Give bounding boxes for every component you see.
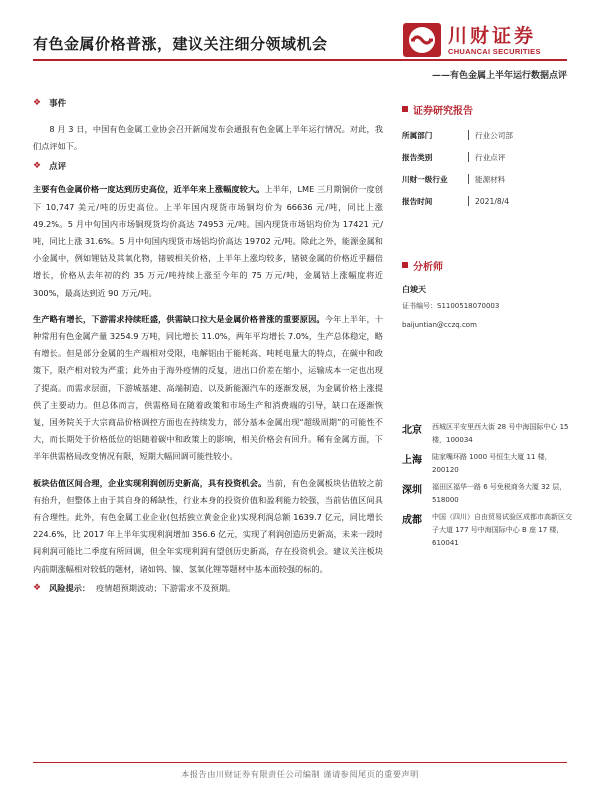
header-divider	[33, 59, 567, 61]
info-row-industry	[402, 168, 572, 190]
address-city: 深圳	[402, 485, 422, 496]
footer-divider	[33, 762, 567, 763]
risk-label: 风险提示：	[49, 582, 91, 593]
analyst-cert: 证书编号：S1100518070003	[402, 302, 500, 310]
event-text: 8 月 3 日，中国有色金属工业协会召开新闻发布会通报有色金属上半年运行情况。对此，我们点评如下。	[33, 124, 383, 152]
report-info-table	[402, 124, 572, 212]
company-logo	[402, 22, 541, 58]
comment-paragraph-1	[33, 181, 383, 301]
diamond-bullet-icon: ❖	[33, 98, 42, 108]
chuancai-logo-icon	[402, 22, 442, 58]
info-row-department	[402, 124, 572, 146]
address-text: 西城区平安里西大街 28 号中海国际中心 15 楼，100034	[432, 423, 569, 444]
diamond-bullet-icon: ❖	[33, 161, 42, 172]
comment-paragraph-2	[33, 311, 383, 466]
main-content	[33, 95, 383, 594]
paragraph-1-body: 上半年，LME 三月期铜价一度创下 10,747 美元/吨的历史高位。上半年国内现货市场铜均价为 66636 元/吨，同比上涨 49.2%。5 月中旬国内市场铜现货均价高达 74953 元/吨。国内现货市场铝均价为 17421 元/吨，同比上涨 31.6%。5 月中旬国内现货市场铝均价高达 19702 元/吨。除此之外，能源金属和小金属中，例如锂钴及其氧化物，锗铍相关价格，上半年上涨均较多，锗铍金属的价格近乎翻倍增长，价格从去年初的约 35 万元/吨持续上涨至今年的 75 万元/吨，金属钴上涨幅度将近 300%，最高达到近 90 万元/吨。	[33, 184, 383, 298]
analyst-heading-label: 分析师	[413, 261, 443, 273]
info-value: 行业点评	[475, 152, 506, 162]
address-shenzhen	[402, 481, 572, 507]
address-city: 北京	[402, 425, 422, 436]
info-row-category	[402, 146, 572, 168]
info-row-date	[402, 190, 572, 212]
info-value: 2021/8/4	[475, 196, 510, 206]
info-key: 报告时间	[402, 196, 433, 206]
info-key: 报告类别	[402, 152, 433, 162]
comment-paragraph-3	[33, 475, 383, 578]
event-heading-label: 事件	[49, 99, 67, 109]
footer-disclaimer: 本报告由川财证券有限责任公司编制 谨请参阅尾页的重要声明	[181, 769, 419, 779]
paragraph-1-lead: 主要有色金属价格一度达到历史高位，近半年来上涨幅度较大。	[33, 184, 265, 195]
info-key: 所属部门	[402, 130, 433, 140]
address-text: 陆家嘴环路 1000 号恒生大厦 11 楼，200120	[432, 453, 552, 474]
diamond-bullet-icon: ❖	[33, 583, 42, 594]
report-info-heading-label: 证券研究报告	[413, 105, 473, 117]
info-separator	[468, 130, 469, 140]
square-bullet-icon	[402, 106, 408, 112]
paragraph-3-lead: 板块估值区间合理，企业实现利润创历史新高，具有投资机会。	[33, 477, 267, 488]
comment-heading-label: 点评	[49, 162, 67, 173]
risk-warning	[33, 583, 383, 594]
analyst-name: 白竣天	[402, 285, 426, 294]
address-text: 福田区福华一路 6 号免税商务大厦 32 层，518000	[432, 483, 567, 504]
address-text: 中国（四川）自由贸易试验区成都市高新区交子大道 177 号中海国际中心 B 座 17 楼，610041	[432, 513, 572, 547]
office-addresses	[402, 421, 572, 550]
logo-english-name: CHUANCAI SECURITIES	[448, 46, 541, 56]
risk-text: 疫情超预期波动；下游需求不及预期。	[96, 582, 236, 593]
address-shanghai	[402, 451, 572, 477]
comment-heading	[33, 158, 383, 174]
event-heading	[33, 95, 383, 111]
info-separator	[468, 152, 469, 162]
info-value: 行业公司部	[475, 130, 513, 140]
sidebar	[402, 100, 572, 554]
address-beijing	[402, 421, 572, 447]
square-bullet-icon	[402, 262, 408, 268]
analyst-email[interactable]: baijuntian@cczq.com	[402, 321, 477, 329]
address-city: 上海	[402, 455, 422, 466]
report-title: 有色金属价格普涨，建议关注细分领域机会	[33, 35, 328, 53]
info-key: 川财一级行业	[402, 174, 448, 184]
address-chengdu	[402, 511, 572, 550]
analyst-heading	[402, 256, 572, 274]
info-value: 能源材料	[475, 174, 506, 184]
paragraph-2-body: 今年上半年，十种常用有色金属产量 3254.9 万吨，同比增长 11.0%，两年平均增长 7.0%，生产总体稳定，略有增长。但是部分金属的生产端相对受限，电解铝由于能耗高、吨耗电量大的特点，在碳中和政策下，限产相对较为严重；此外由于海外疫情的反复，进出口价差在缩小，运输成本一定也出现了提高。而需求层面，下游城基建、高端制造、以及新能源汽车的逐渐发展，为金属价格上涨提供了主要动力。但总体而言，供需格局在随着政策和市场生产和消费端的引导，缺口在逐渐恢复，国务院关于大宗商品价格调控方面也在持续发力，部分基本金属出现“超级周期”的可能性不大，而长期处于价格低位的铝随着碳中和政策上的影响，相关价格会有回升。稀有金属方面，下半年供需格局改变情况有限，短期大幅回调可能性较小。	[33, 313, 383, 462]
report-info-heading	[402, 100, 572, 118]
report-subtitle: ——有色金属上半年运行数据点评	[431, 71, 567, 81]
logo-chinese-name: 川财证券	[448, 24, 537, 47]
address-city: 成都	[402, 515, 422, 526]
paragraph-3-body: 当前，有色金属板块估值较之前有抬升，但整体上由于其自身的稀缺性，行业本身的投资价值和盈利能力较强，当前估值区间具有合理性。此外，有色金属工业企业(包括独立黄金企业)实现利润总额 1639.7 亿元，同比增长 224.6%，比 2017 年上半年实现利润增加 356.6 亿元，实现了利润创造历史新高，未来一段时间利润可能比二季度有所回调，但全年实现利润有望创历史新高，存在投资机会。建议关注板块内前期涨幅相对较低的题材，诸如钨、镍、氢氧化锂等题材中基本面较强的标的。	[33, 477, 383, 574]
info-separator	[468, 174, 469, 184]
paragraph-2-lead: 生产略有增长，下游需求持续旺盛，供需缺口拉大是金属价格普涨的重要原因。	[33, 313, 325, 324]
info-separator	[468, 196, 469, 206]
